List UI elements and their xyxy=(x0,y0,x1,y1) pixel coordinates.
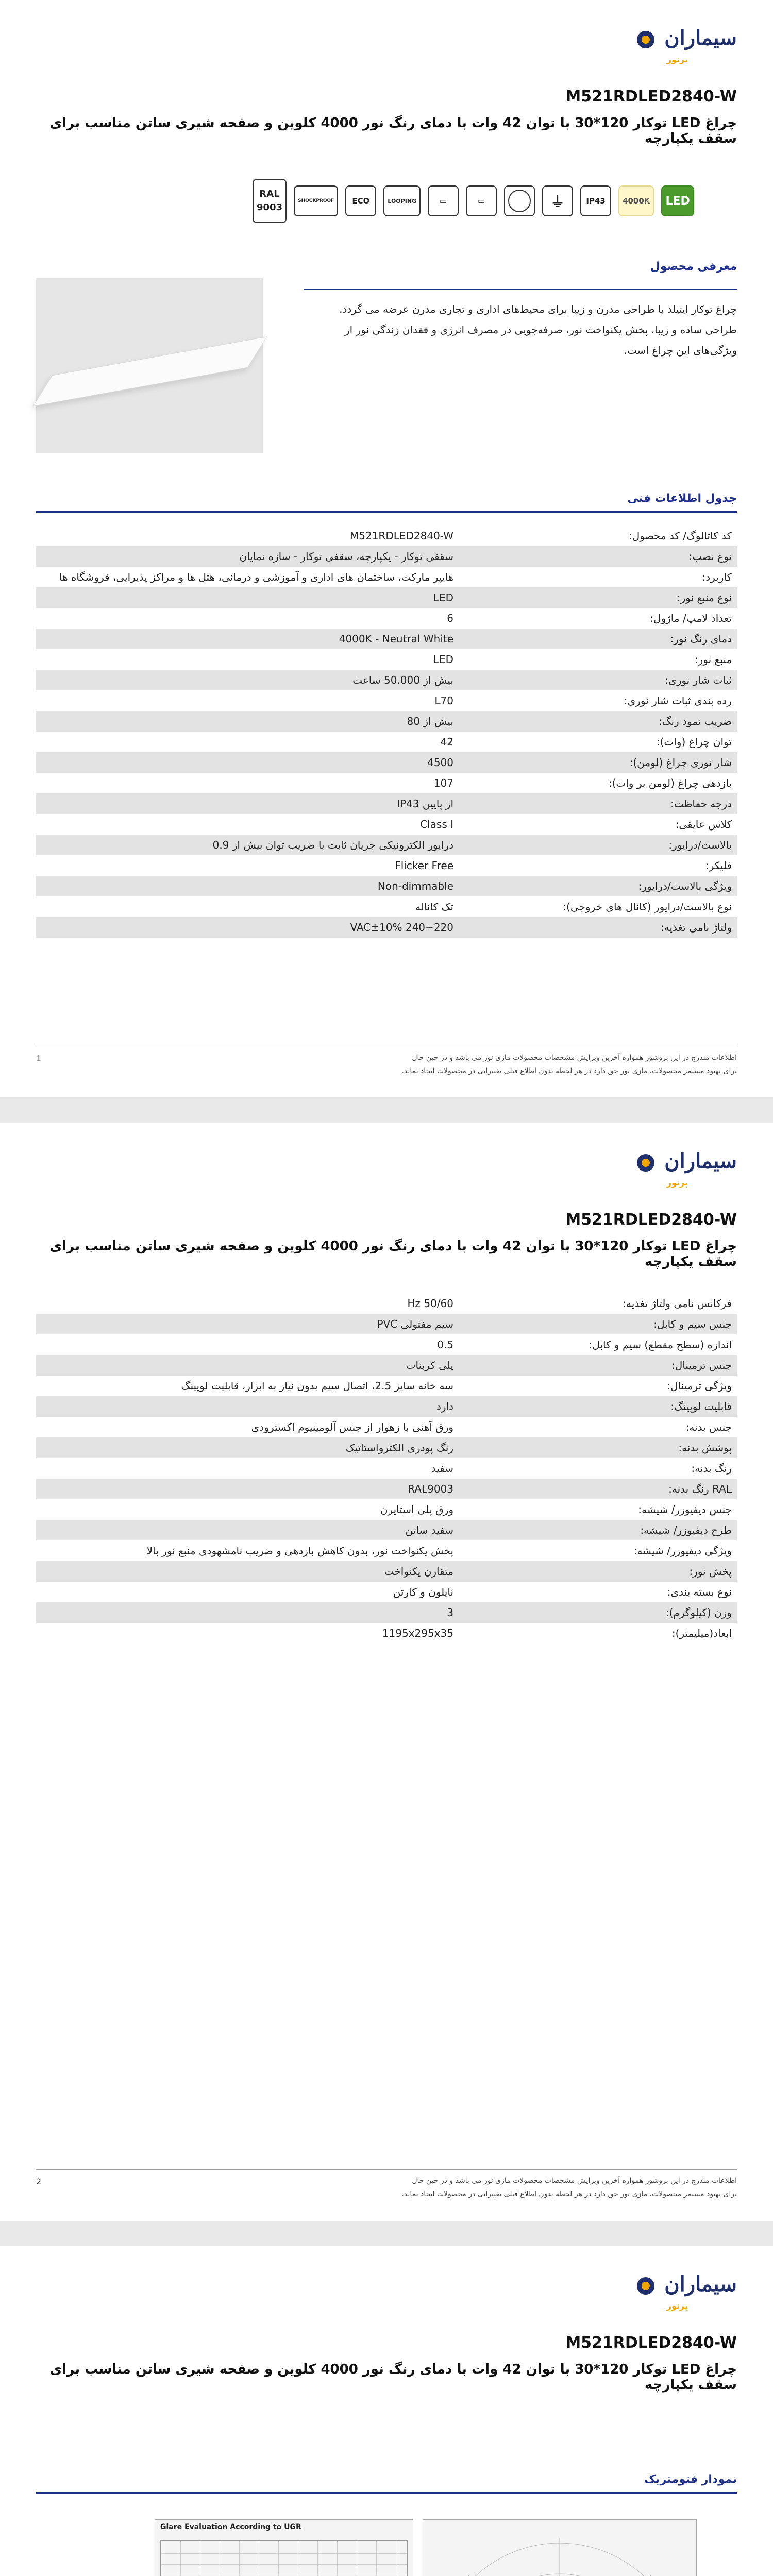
spec-row xyxy=(36,732,737,752)
spec-label: ویژگی ترمینال: xyxy=(667,1380,732,1392)
cct-4000k-icon: 4000K xyxy=(618,185,654,216)
brand-name: سیماران xyxy=(664,26,737,50)
spec-value: درایور الکترونیکی جریان ثابت با ضریب توان بیش از 0.9 xyxy=(36,835,459,855)
spec-label: پوشش بدنه: xyxy=(459,1437,737,1458)
logo-mark-icon xyxy=(637,31,654,48)
spec-label: جنس سیم و کابل: xyxy=(459,1314,737,1334)
spec-label: ثبات شار نوری: xyxy=(459,670,737,690)
spec-label: منبع نور: xyxy=(694,653,732,666)
spec-value: متقارن یکنواخت xyxy=(36,1561,459,1582)
spec-row xyxy=(36,1499,737,1520)
spec-row xyxy=(36,1417,737,1437)
ip43-icon: IP43 xyxy=(580,185,611,216)
footer-line-2: برای بهبود مستمر محصولات، مازی نور حق دارد در هر لحظه بدون اطلاع قبلی تغییراتی در محصولات ایجاد نماید. xyxy=(401,1067,737,1075)
spec-value: از پایین IP43 xyxy=(36,793,459,814)
spec-value: نایلون و کارتن xyxy=(393,1586,453,1598)
spec-table-1 xyxy=(36,526,737,938)
spec-value: سفید ساتن xyxy=(36,1520,459,1540)
spec-value: سه خانه سایز 2.5، اتصال سیم بدون نیاز به ابزار، قابلیت لوپینگ xyxy=(181,1380,453,1392)
spec-label: رده بندی ثبات شار نوری: xyxy=(624,694,732,707)
spec-value: سقفی توکار - یکپارچه، سقفی توکار - سازه نمایان xyxy=(36,546,459,567)
spec-row xyxy=(36,1334,737,1355)
photometric-heading: نمودار فتومتریک xyxy=(644,2473,737,2486)
spec-row xyxy=(36,1376,737,1396)
spec-value: Flicker Free xyxy=(395,859,453,872)
ugr-grid xyxy=(160,2540,408,2576)
page-number: 2 xyxy=(36,2177,42,2187)
spec-label: نوع بسته بندی: xyxy=(667,1586,732,1598)
spec-row xyxy=(36,1396,737,1417)
footer-note xyxy=(67,1051,737,1078)
spec-row xyxy=(36,876,737,896)
spec-label: رنگ بدنه: xyxy=(691,1462,732,1475)
spec-row xyxy=(36,526,737,546)
product-image xyxy=(36,278,263,453)
spec-row xyxy=(36,670,737,690)
footer-note xyxy=(67,2174,737,2201)
spec-row xyxy=(36,773,737,793)
spec-label: بازدهی چراغ (لومن بر وات): xyxy=(608,777,732,789)
spec-value: 6 xyxy=(447,612,453,624)
brand-subtitle: پرنور xyxy=(666,1178,688,1188)
spec-row xyxy=(36,1623,737,1643)
spec-value: 4000K - Neutral White xyxy=(36,629,459,649)
spec-row xyxy=(36,793,737,814)
spec-label: جنس ترمینال: xyxy=(459,1355,737,1376)
spec-row xyxy=(36,1561,737,1582)
spec-value: 42 xyxy=(440,736,453,748)
spec-row xyxy=(36,1582,737,1602)
brand-logo xyxy=(624,1148,737,1194)
spec-label: ابعاد(میلیمتر): xyxy=(671,1627,732,1639)
spec-label: نوع منبع نور: xyxy=(459,587,737,608)
spec-value: 220~240 VAC±10% xyxy=(36,917,459,938)
looping-icon: LOOPING xyxy=(383,185,421,216)
spec-row xyxy=(36,1355,737,1376)
spec-value: 3 xyxy=(36,1602,459,1623)
specs-rule xyxy=(36,511,737,513)
spec-value: M521RDLED2840-W xyxy=(350,530,453,542)
spec-label: شار نوری چراغ (لومن): xyxy=(459,752,737,773)
spec-label: کاربرد: xyxy=(702,571,732,583)
brand-name: سیماران xyxy=(664,2272,737,2296)
spec-value: ورق پلی استایرن xyxy=(380,1503,453,1516)
spec-row xyxy=(36,608,737,629)
page-1 xyxy=(0,0,773,1097)
spec-label: دمای رنگ نور: xyxy=(459,629,737,649)
spec-value: 1195x295x35 xyxy=(382,1627,453,1639)
intro-rule xyxy=(304,289,737,290)
logo-mark-icon xyxy=(637,1154,654,1172)
spec-value: 50/60 Hz xyxy=(407,1297,453,1310)
spec-row xyxy=(36,629,737,649)
spec-value: بیش از 80 xyxy=(36,711,459,732)
brand-subtitle: پرنور xyxy=(666,2301,688,2311)
brand-logo xyxy=(624,2271,737,2317)
ral-9003-icon: RAL 9003 xyxy=(253,179,287,223)
spec-label: نوع بالاست/درایور (کانال های خروجی): xyxy=(563,901,732,913)
eco-icon: ECO xyxy=(345,185,376,216)
footer-rule xyxy=(36,2169,737,2170)
spec-value: رنگ پودری الکترواستاتیک xyxy=(36,1437,459,1458)
spec-row xyxy=(36,1314,737,1334)
spec-value: بیش از 50.000 ساعت xyxy=(36,670,459,690)
specs-heading: جدول اطلاعات فنی xyxy=(627,492,737,505)
product-code: M521RDLED2840-W xyxy=(565,2334,737,2352)
page-3 xyxy=(0,2246,773,2576)
polar-diagram xyxy=(423,2519,697,2576)
shockproof-icon: SHOCKPROOF xyxy=(294,185,338,216)
logo-mark-icon xyxy=(637,2277,654,2295)
spec-value: LED xyxy=(433,653,453,666)
spec-row xyxy=(36,546,737,567)
spec-label: تعداد لامپ/ ماژول: xyxy=(650,612,732,624)
spec-label: ویژگی دیفیوزر/ شیشه: xyxy=(633,1545,732,1557)
circle-icon xyxy=(504,185,535,216)
spec-value: پخش یکنواخت نور، بدون کاهش بازدهی و ضریب نامشهودی منبع نور بالا xyxy=(146,1545,453,1557)
spec-label: پخش نور: xyxy=(459,1561,737,1582)
spec-row xyxy=(36,1458,737,1479)
footer-line-1: اطلاعات مندرج در این بروشور همواره آخرین ویرایش مشخصات محصولات مازی نور می باشد و در حین حال xyxy=(412,2177,737,2185)
ceiling-icon: ▭ xyxy=(428,185,459,216)
spec-row xyxy=(36,690,737,711)
led-icon: LED xyxy=(661,185,694,216)
page-2 xyxy=(0,1123,773,2221)
brand-name: سیماران xyxy=(664,1149,737,1173)
spec-label: قابلیت لوپینگ: xyxy=(459,1396,737,1417)
spec-value: سیم مفتولی PVC xyxy=(36,1314,459,1334)
page-number: 1 xyxy=(36,1054,42,1063)
spec-row xyxy=(36,855,737,876)
panel-light-image xyxy=(32,336,267,406)
certification-icons xyxy=(253,175,694,227)
spec-value: دارد xyxy=(36,1396,459,1417)
spec-table-2 xyxy=(36,1293,737,1643)
intro-text: چراغ توکار ایتیلد با طراحی مدرن و زیبا برای محیط‌های اداری و تجاری مدرن عرضه می گردد. طراحی ساده و زیبا، پخش یکنواخت نور، صرفه‌جویی در مصرف انرژی و فقدان زندگی نور از ویژگی‌های این چراغ است. xyxy=(339,303,737,357)
class-i-earth-icon: ⏚ xyxy=(542,185,573,216)
spec-row xyxy=(36,587,737,608)
spec-label: نوع نصب: xyxy=(459,546,737,567)
spec-value: Class I xyxy=(420,818,453,831)
spec-row xyxy=(36,896,737,917)
footer-line-2: برای بهبود مستمر محصولات، مازی نور حق دارد در هر لحظه بدون اطلاع قبلی تغییراتی در محصولات ایجاد نماید. xyxy=(401,2190,737,2198)
brand-subtitle: پرنور xyxy=(666,55,688,64)
product-code: M521RDLED2840-W xyxy=(565,1211,737,1229)
spec-value: هایپر مارکت، ساختمان های اداری و آموزشی و درمانی، هتل ها و مراکز پذیرایی، فروشگاه ها xyxy=(59,571,453,583)
product-title: چراغ LED توکار 120*30 با توان 42 وات با دمای رنگ نور 4000 کلوین و صفحه شیری ساتن مناسب برای سقف یکپارچه xyxy=(49,115,737,146)
brand-logo xyxy=(624,25,737,71)
spec-value: ورق آهنی با زهوار از جنس آلومینیوم اکسترودی xyxy=(251,1421,453,1433)
spec-row xyxy=(36,1520,737,1540)
spec-row xyxy=(36,752,737,773)
spec-value: پلی کربنات xyxy=(36,1355,459,1376)
spec-row xyxy=(36,1293,737,1314)
spec-label: بالاست/درایور: xyxy=(459,835,737,855)
spec-value: تک کاناله xyxy=(415,901,453,913)
spec-label: جنس بدنه: xyxy=(685,1421,732,1433)
spec-label: فرکانس نامی ولتاژ تغذیه: xyxy=(623,1297,732,1310)
intro-heading: معرفی محصول xyxy=(650,260,737,273)
spec-label: ولتاژ نامی تغذیه: xyxy=(459,917,737,938)
spec-value: Non-dimmable xyxy=(36,876,459,896)
spec-value: 107 xyxy=(433,777,453,789)
spec-label: اندازه (سطح مقطع) سیم و کابل: xyxy=(589,1338,732,1351)
spec-row xyxy=(36,814,737,835)
product-code: M521RDLED2840-W xyxy=(565,88,737,106)
spec-label: ضریب نمود رنگ: xyxy=(459,711,737,732)
spec-label: کد کاتالوگ/ کد محصول: xyxy=(628,530,732,542)
spec-row xyxy=(36,649,737,670)
spec-row xyxy=(36,835,737,855)
spec-value: سفید xyxy=(431,1462,453,1475)
spec-label: کلاس عایقی: xyxy=(675,818,732,831)
spec-value: 0.5 xyxy=(437,1338,453,1351)
spec-label: جنس دیفیوزر/ شیشه: xyxy=(638,1503,732,1516)
spec-row xyxy=(36,1602,737,1623)
spec-row xyxy=(36,917,737,938)
spec-label: ویژگی بالاست/درایور: xyxy=(459,876,737,896)
spec-value: L70 xyxy=(434,694,453,707)
spec-value: RAL9003 xyxy=(36,1479,459,1499)
spec-label: طرح دیفیوزر/ شیشه: xyxy=(459,1520,737,1540)
ugr-table-image xyxy=(155,2519,413,2576)
footer-line-1: اطلاعات مندرج در این بروشور همواره آخرین ویرایش مشخصات محصولات مازی نور می باشد و در حین حال xyxy=(412,1054,737,1062)
driver-icon: ▭ xyxy=(466,185,497,216)
spec-label: وزن (کیلوگرم): xyxy=(459,1602,737,1623)
spec-label: توان چراغ (وات): xyxy=(656,736,732,748)
spec-label: فلیکر: xyxy=(705,859,732,872)
spec-row xyxy=(36,1437,737,1458)
spec-row xyxy=(36,1479,737,1499)
spec-label: RAL رنگ بدنه: xyxy=(459,1479,737,1499)
product-title: چراغ LED توکار 120*30 با توان 42 وات با دمای رنگ نور 4000 کلوین و صفحه شیری ساتن مناسب برای سقف یکپارچه xyxy=(49,2362,737,2393)
product-title: چراغ LED توکار 120*30 با توان 42 وات با دمای رنگ نور 4000 کلوین و صفحه شیری ساتن مناسب برای سقف یکپارچه xyxy=(49,1239,737,1269)
polar-chart-svg xyxy=(423,2520,696,2576)
spec-value: 4500 xyxy=(36,752,459,773)
spec-row xyxy=(36,711,737,732)
spec-label: درجه حفاظت: xyxy=(459,793,737,814)
spec-row xyxy=(36,1540,737,1561)
spec-row xyxy=(36,567,737,587)
ugr-title: Glare Evaluation According to UGR xyxy=(160,2523,301,2531)
photometric-rule xyxy=(36,2492,737,2494)
spec-value: LED xyxy=(36,587,459,608)
